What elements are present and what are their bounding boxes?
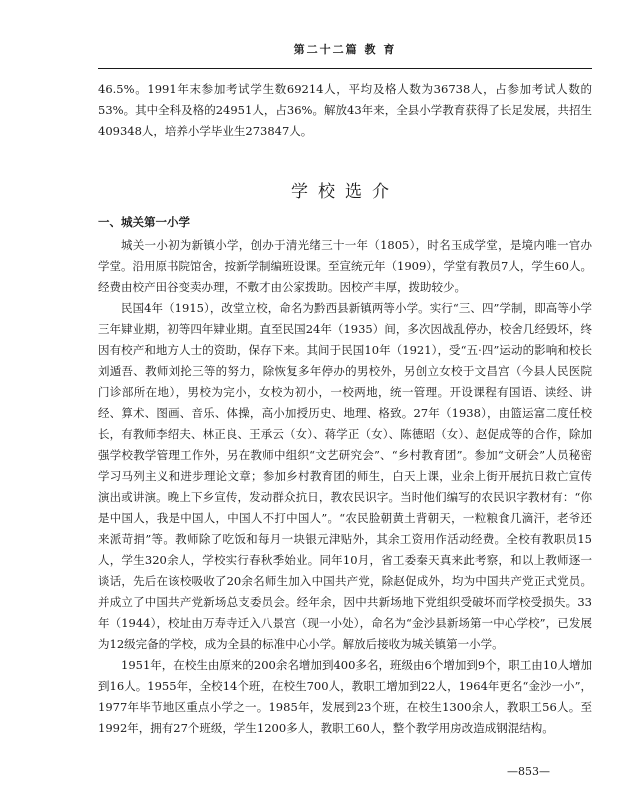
- section-title: 学校选介: [291, 182, 399, 202]
- header-rule: [98, 68, 592, 69]
- intro-paragraph: 46.5%。1991年末参加考试学生数69214人，平均及格人数为36738人，占参加考试人数的53%。其中全科及格的24951人，占36%。解放43年来，全县小学教育获得了长足发展，共招生409348人，培养小学毕业生273847人。: [98, 82, 592, 138]
- body-paragraph-1: 城关一小初为新镇小学，创办于清光绪三十一年（1805），时名玉成学堂，是境内唯一官办学堂。沿用原书院馆舍，按新学制编班设课。至宣统元年（1909），学堂有教员7人，学生60人。经费由校产田谷变卖办理，不敷才由公家拨助。因校产丰厚，拨助较少。: [98, 238, 592, 294]
- running-header: 第二十二篇 教 育: [293, 43, 397, 56]
- subsection-heading: 一、城关第一小学: [98, 215, 190, 229]
- body-paragraph-2: 民国4年（1915），改堂立校，命名为黔西县新镇两等小学。实行“三、四”学制，即高等小学三年肄业期，初等四年肄业期。直至民国24年（1935）间，多次因战乱停办，校舍几经毁坏，终因有校产和地方人士的资助，保存下来。其间于民国10年（1921），受“五·四”运动的影响和校长刘遁吾、教师刘抡三等的努力，除恢复多年停办的男校外，另创立女校于文昌宫（今县人民医院门诊部所在地），男校为完小，女校为初小，一校两地，统一管理。开设课程有国语、读经、讲经、算术、图画、音乐、体操，高小加授历史、地理、格致。27年（1938），由篮运富二度任校长，有教师李绍夫、林正良、王承云（女）、蒋学正（女）、陈德昭（女）、赵促成等的合作，除加强学校教学管理工作外，另在教师中组织“文艺研究会”、“乡村教育团”。参加“文研会”人员秘密学习马列主义和进步理论文章；参加乡村教育团的师生，白天上课，业余上街开展抗日救亡宣传演出或讲演。晚上下乡宣传，发动群众抗日，教农民识字。当时他们编写的农民识字教材有：“你是中国人，我是中国人，中国人不打中国人”。“农民脸朝黄土背朝天，一粒粮食几滴汗，老爷还来派苛捐”等。教师除了吃饭和每月一块银元津贴外，其余工资用作活动经费。全校有教职员15人，学生320余人，学校实行春秋季始业。同年10月，省工委秦天真来此考察，和以上教师逐一谈话，先后在该校吸收了20余名师生加入中国共产党，除赵促成外，均为中国共产党正式党员。并成立了中国共产党新场总支委员会。经年余，因中共新场地下党组织受破坏而学校受损失。33年（1944），校址由万寿寺迁入八景宫（现一小处），命名为“金沙县新场第一中心学校”，已发展为12级完备的学校，成为全县的标准中心小学。解放后接收为城关镇第一小学。: [98, 301, 592, 651]
- page-number: —853—: [507, 765, 550, 778]
- body-paragraph-3: 1951年，在校生由原来的200余名增加到400多名，班级由6个增加到9个，职工由10人增加到16人。1955年，全校14个班，在校生700人，教职工增加到22人，1964年更名“金沙一小”，1977年毕节地区重点小学之一。1985年，发展到23个班，在校生1300余人，教职工56人。至1992年，拥有27个班级，学生1200多人，教职工60人，整个教学用房改造成钢混结构。: [98, 658, 592, 735]
